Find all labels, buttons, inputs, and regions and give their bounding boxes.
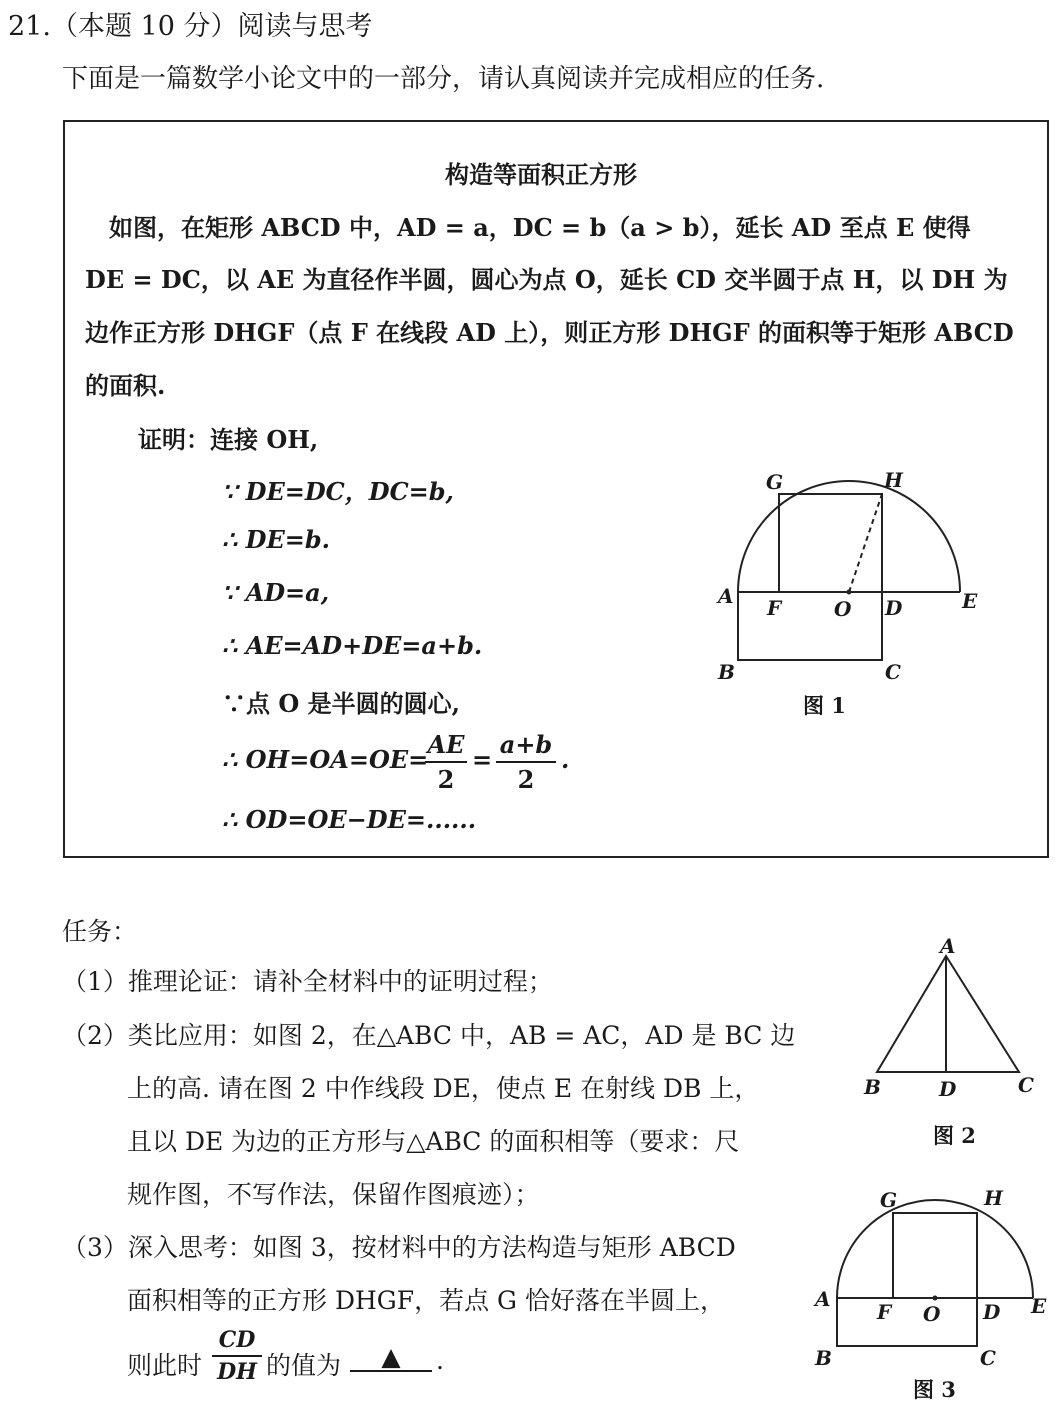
fig1-caption: 图 1 <box>803 693 846 718</box>
fig1-label-b: B <box>718 660 735 684</box>
fig3-label-e: E <box>1031 1294 1047 1318</box>
fig3-label-c: C <box>980 1346 996 1370</box>
proof-line-3: ∵ AD=a, <box>222 578 330 607</box>
material-line-3: 边作正方形 DHGF（点 F 在线段 AD 上），则正方形 DHGF 的面积等于矩形 ABCD <box>85 318 1014 347</box>
fig1-label-c: C <box>885 660 901 684</box>
fig3-label-o: O <box>923 1302 941 1326</box>
fig1-label-h: H <box>884 468 903 492</box>
fraction-numerator: CD <box>218 1327 256 1353</box>
fig3-label-f: F <box>877 1300 892 1324</box>
proof-frac-suffix: . <box>561 745 570 774</box>
proof-frac-prefix: ∴ OH=OA=OE= <box>222 745 429 774</box>
material-title: 构造等面积正方形 <box>445 160 637 189</box>
task-3-prefix: 则此时 <box>127 1351 203 1380</box>
question-header: 21.（本题 10 分）阅读与思考 <box>8 11 373 42</box>
tasks-heading: 任务： <box>62 917 138 946</box>
answer-blank[interactable]: ▲ <box>350 1344 432 1372</box>
fig1-label-a: A <box>718 584 734 608</box>
task-2-line-2: 上的高. 请在图 2 中作线段 DE，使点 E 在射线 DB 上， <box>127 1074 760 1103</box>
task-2-line-1: （2）类比应用：如图 2，在△ABC 中，AB = AC，AD 是 BC 边 <box>62 1021 796 1050</box>
fig2-label-a: A <box>940 934 956 958</box>
fig2-label-c: C <box>1018 1073 1034 1097</box>
fig3-label-a: A <box>815 1287 831 1311</box>
fig1-label-e: E <box>962 589 978 613</box>
fraction-denominator: 2 <box>517 765 535 794</box>
fig2-caption: 图 2 <box>933 1123 976 1148</box>
material-line-1: 如图，在矩形 ABCD 中，AD = a，DC = b（a > b），延长 AD 至点 E 使得 <box>85 213 971 242</box>
fig3-label-d: D <box>983 1300 1001 1324</box>
fraction-numerator: a+b <box>499 730 553 759</box>
fraction-numerator: AE <box>427 730 465 759</box>
task-3-end: . <box>436 1346 444 1375</box>
proof-start: 证明：连接 OH, <box>138 425 319 454</box>
task-2-line-3: 且以 DE 为边的正方形与△ABC 的面积相等（要求：尺 <box>127 1127 740 1156</box>
task-1: （1）推理论证：请补全材料中的证明过程； <box>62 967 553 996</box>
fig3-caption: 图 3 <box>913 1377 956 1402</box>
proof-line-5: ∵点 O 是半圆的圆心, <box>222 689 460 718</box>
fig1-label-f: F <box>767 596 782 620</box>
fig3-semicircle <box>837 1200 1033 1298</box>
fig2-label-b: B <box>864 1075 881 1099</box>
fraction-denominator: DH <box>217 1359 257 1385</box>
material-line-2: DE = DC，以 AE 为直径作半圆，圆心为点 O，延长 CD 交半圆于点 H，以 DH 为 <box>85 265 1008 294</box>
task-2-line-4: 规作图，不写作法，保留作图痕迹）； <box>127 1180 540 1209</box>
task-3-suffix: 的值为 <box>266 1351 342 1380</box>
fig1-label-g: G <box>766 470 784 494</box>
proof-last-line: ∴ OD=OE−DE=...... <box>222 805 477 834</box>
fig3-square-dhgf <box>893 1213 977 1298</box>
fraction-denominator: 2 <box>437 765 455 794</box>
fig3-rectangle-abcd <box>837 1298 977 1346</box>
fig1-label-o: O <box>834 597 852 621</box>
question-intro: 下面是一篇数学小论文中的一部分，请认真阅读并完成相应的任务. <box>62 64 825 94</box>
fig3-center-o <box>933 1296 938 1301</box>
proof-line-2: ∴ DE=b. <box>222 525 330 554</box>
proof-line-1: ∵ DE=DC，DC=b, <box>222 477 454 506</box>
fig1-label-d: D <box>885 596 903 620</box>
task-3-line-1: （3）深入思考：如图 3，按材料中的方法构造与矩形 ABCD <box>62 1233 736 1262</box>
equals-sign: = <box>472 745 493 774</box>
fig3-label-g: G <box>880 1188 898 1212</box>
fig3-label-h: H <box>984 1186 1003 1210</box>
material-line-4: 的面积. <box>85 371 166 400</box>
proof-line-4: ∴ AE=AD+DE=a+b. <box>222 631 483 660</box>
task-3-line-2: 面积相等的正方形 DHGF，若点 G 恰好落在半圆上， <box>127 1286 725 1315</box>
fig3-label-b: B <box>815 1346 832 1370</box>
fig2-label-d: D <box>939 1077 957 1101</box>
